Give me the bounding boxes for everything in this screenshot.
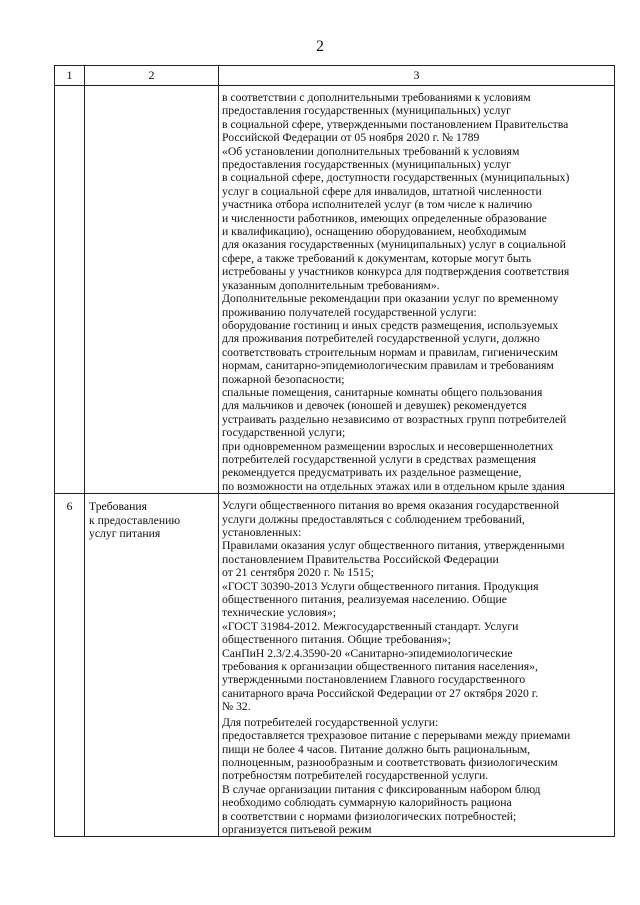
- text-line: сфере, а также требований к документам, которые могут быть: [222, 251, 532, 265]
- text-line: Для потребителей государственной услуги:: [222, 715, 439, 729]
- row-number-cell: [55, 86, 85, 494]
- text-line: Дополнительные рекомендации при оказании услуг по временному: [222, 292, 559, 306]
- text-line: для оказания государственных (муниципальных) услуг в социальной: [222, 238, 566, 252]
- text-line: требования к организации общественного питания населения»,: [222, 660, 538, 674]
- text-line: СанПиН 2.3/2.4.3590-20 «Санитарно-эпидемиологические: [222, 646, 513, 660]
- text-line: проживанию получателей государственной услуги:: [222, 305, 477, 319]
- text-line: Услуги общественного питания во время оказания государственной: [222, 499, 560, 513]
- text-line: Правилами оказания услуг общественного питания, утвержденными: [222, 539, 565, 553]
- text-line: «ГОСТ 31984-2012. Межгосударственный стандарт. Услуги: [222, 619, 519, 633]
- text-line: участника отбора исполнителей услуг (в том числе к наличию: [222, 198, 533, 212]
- text-line: указанным дополнительным требованиям».: [222, 278, 440, 292]
- table-row: [55, 86, 615, 494]
- text-line: и квалификацию), оснащению оборудованием, необходимым: [222, 225, 527, 239]
- text-line: государственной услуги;: [222, 426, 346, 440]
- text-line: в соответствии с дополнительными требованиями к условиям: [222, 91, 531, 104]
- text-line: постановлением Правительства Российской Федерации: [222, 552, 499, 566]
- text-line: услуг питания: [89, 527, 161, 540]
- text-line: Российской Федерации от 05 ноября 2020 г. № 1789: [222, 131, 480, 145]
- text-line: услуг в социальной сфере для инвалидов, штатной численности: [222, 184, 542, 198]
- header-cell-3: 3: [219, 66, 615, 86]
- text-line: «ГОСТ 30390-2013 Услуги общественного питания. Продукция: [222, 579, 539, 593]
- text-line: при одновременном размещении взрослых и несовершеннолетних: [222, 439, 554, 453]
- text-line: в социальной сфере, доступности государственных (муниципальных): [222, 171, 570, 185]
- text-line: № 32.: [222, 700, 251, 714]
- text-line: организуется питьевой режим: [222, 822, 372, 836]
- requirement-name-cell: [85, 86, 219, 494]
- text-line: соответствовать строительным нормам и правилам, гигиеническим: [222, 345, 558, 359]
- text-line: предоставляется трехразовое питание с перерывами между приемами: [222, 729, 571, 743]
- text-line: Требования: [89, 500, 147, 514]
- text-line: В случае организации питания с фиксированным набором блюд: [222, 782, 541, 796]
- text-line: общественного питания. Общие требования»;: [222, 633, 451, 647]
- header-cell-2: 2: [85, 66, 219, 86]
- text-line: необходимо соблюдать суммарную калорийность рациона: [222, 796, 512, 810]
- text-line: услуги должны предоставляться с соблюдением требований,: [222, 512, 525, 526]
- text-line: в соответствии с нормами физиологических потребностей;: [222, 809, 517, 823]
- requirements-table: [54, 65, 615, 837]
- text-line: по возможности на отдельных этажах или в отдельном крыле здания: [222, 479, 565, 493]
- text-line: общественного питания, реализуемая населению. Общие: [222, 593, 507, 607]
- text-line: установленных:: [222, 526, 302, 539]
- row-number-cell: 6: [55, 494, 85, 837]
- header-cell-1: 1: [55, 66, 85, 86]
- text-line: к предоставлению: [89, 513, 181, 527]
- requirement-text-cell: [219, 494, 615, 837]
- text-line: и численности работников, имеющих определенные образование: [222, 211, 547, 225]
- text-line: устраивать раздельно независимо от возрастных групп потребителей: [222, 412, 567, 426]
- text-line: предоставления государственных (муниципальных) услуг: [222, 158, 511, 172]
- text-line: полноценным, разнообразным и соответствовать физиологическим: [222, 755, 558, 769]
- text-line: «Об установлении дополнительных требований к условиям: [222, 144, 520, 158]
- text-line: предоставления государственных (муниципальных) услуг: [222, 104, 511, 118]
- text-line: от 21 сентября 2020 г. № 1515;: [222, 566, 374, 580]
- text-line: пищи не более 4 часов. Питание должно быть рациональным,: [222, 742, 531, 756]
- text-line: для мальчиков и девочек (юношей и девушек) рекомендуется: [222, 399, 527, 413]
- text-line: потребностям потребителей государственной услуги.: [222, 769, 489, 783]
- text-line: в социальной сфере, утвержденными постановлением Правительства: [222, 117, 569, 131]
- text-line: технические условия»;: [222, 606, 337, 620]
- table-row: [55, 494, 615, 837]
- text-line: санитарного врача Российской Федерации от 27 октября 2020 г.: [222, 686, 539, 700]
- text-line: истребованы у участников конкурса для подтверждения соответствия: [222, 265, 570, 279]
- requirement-text-cell: [219, 86, 615, 494]
- table-header-row: [55, 66, 615, 86]
- text-line: утвержденными постановлением Главного государственного: [222, 673, 526, 687]
- text-line: для проживания потребителей государственной услуги, должно: [222, 332, 540, 346]
- text-line: пожарной безопасности;: [222, 372, 345, 386]
- page-number: 2: [316, 38, 324, 55]
- text-line: потребителей государственной услуги в средствах размещения: [222, 452, 537, 466]
- requirement-name-cell: [85, 494, 219, 837]
- text-line: рекомендуется предусматривать их раздельное размещение,: [222, 466, 522, 480]
- text-line: оборудование гостиниц и иных средств размещения, используемых: [222, 318, 559, 332]
- text-line: спальные помещения, санитарные комнаты общего пользования: [222, 385, 543, 399]
- text-line: нормам, санитарно-эпидемиологическим правилам и требованиям: [222, 359, 554, 373]
